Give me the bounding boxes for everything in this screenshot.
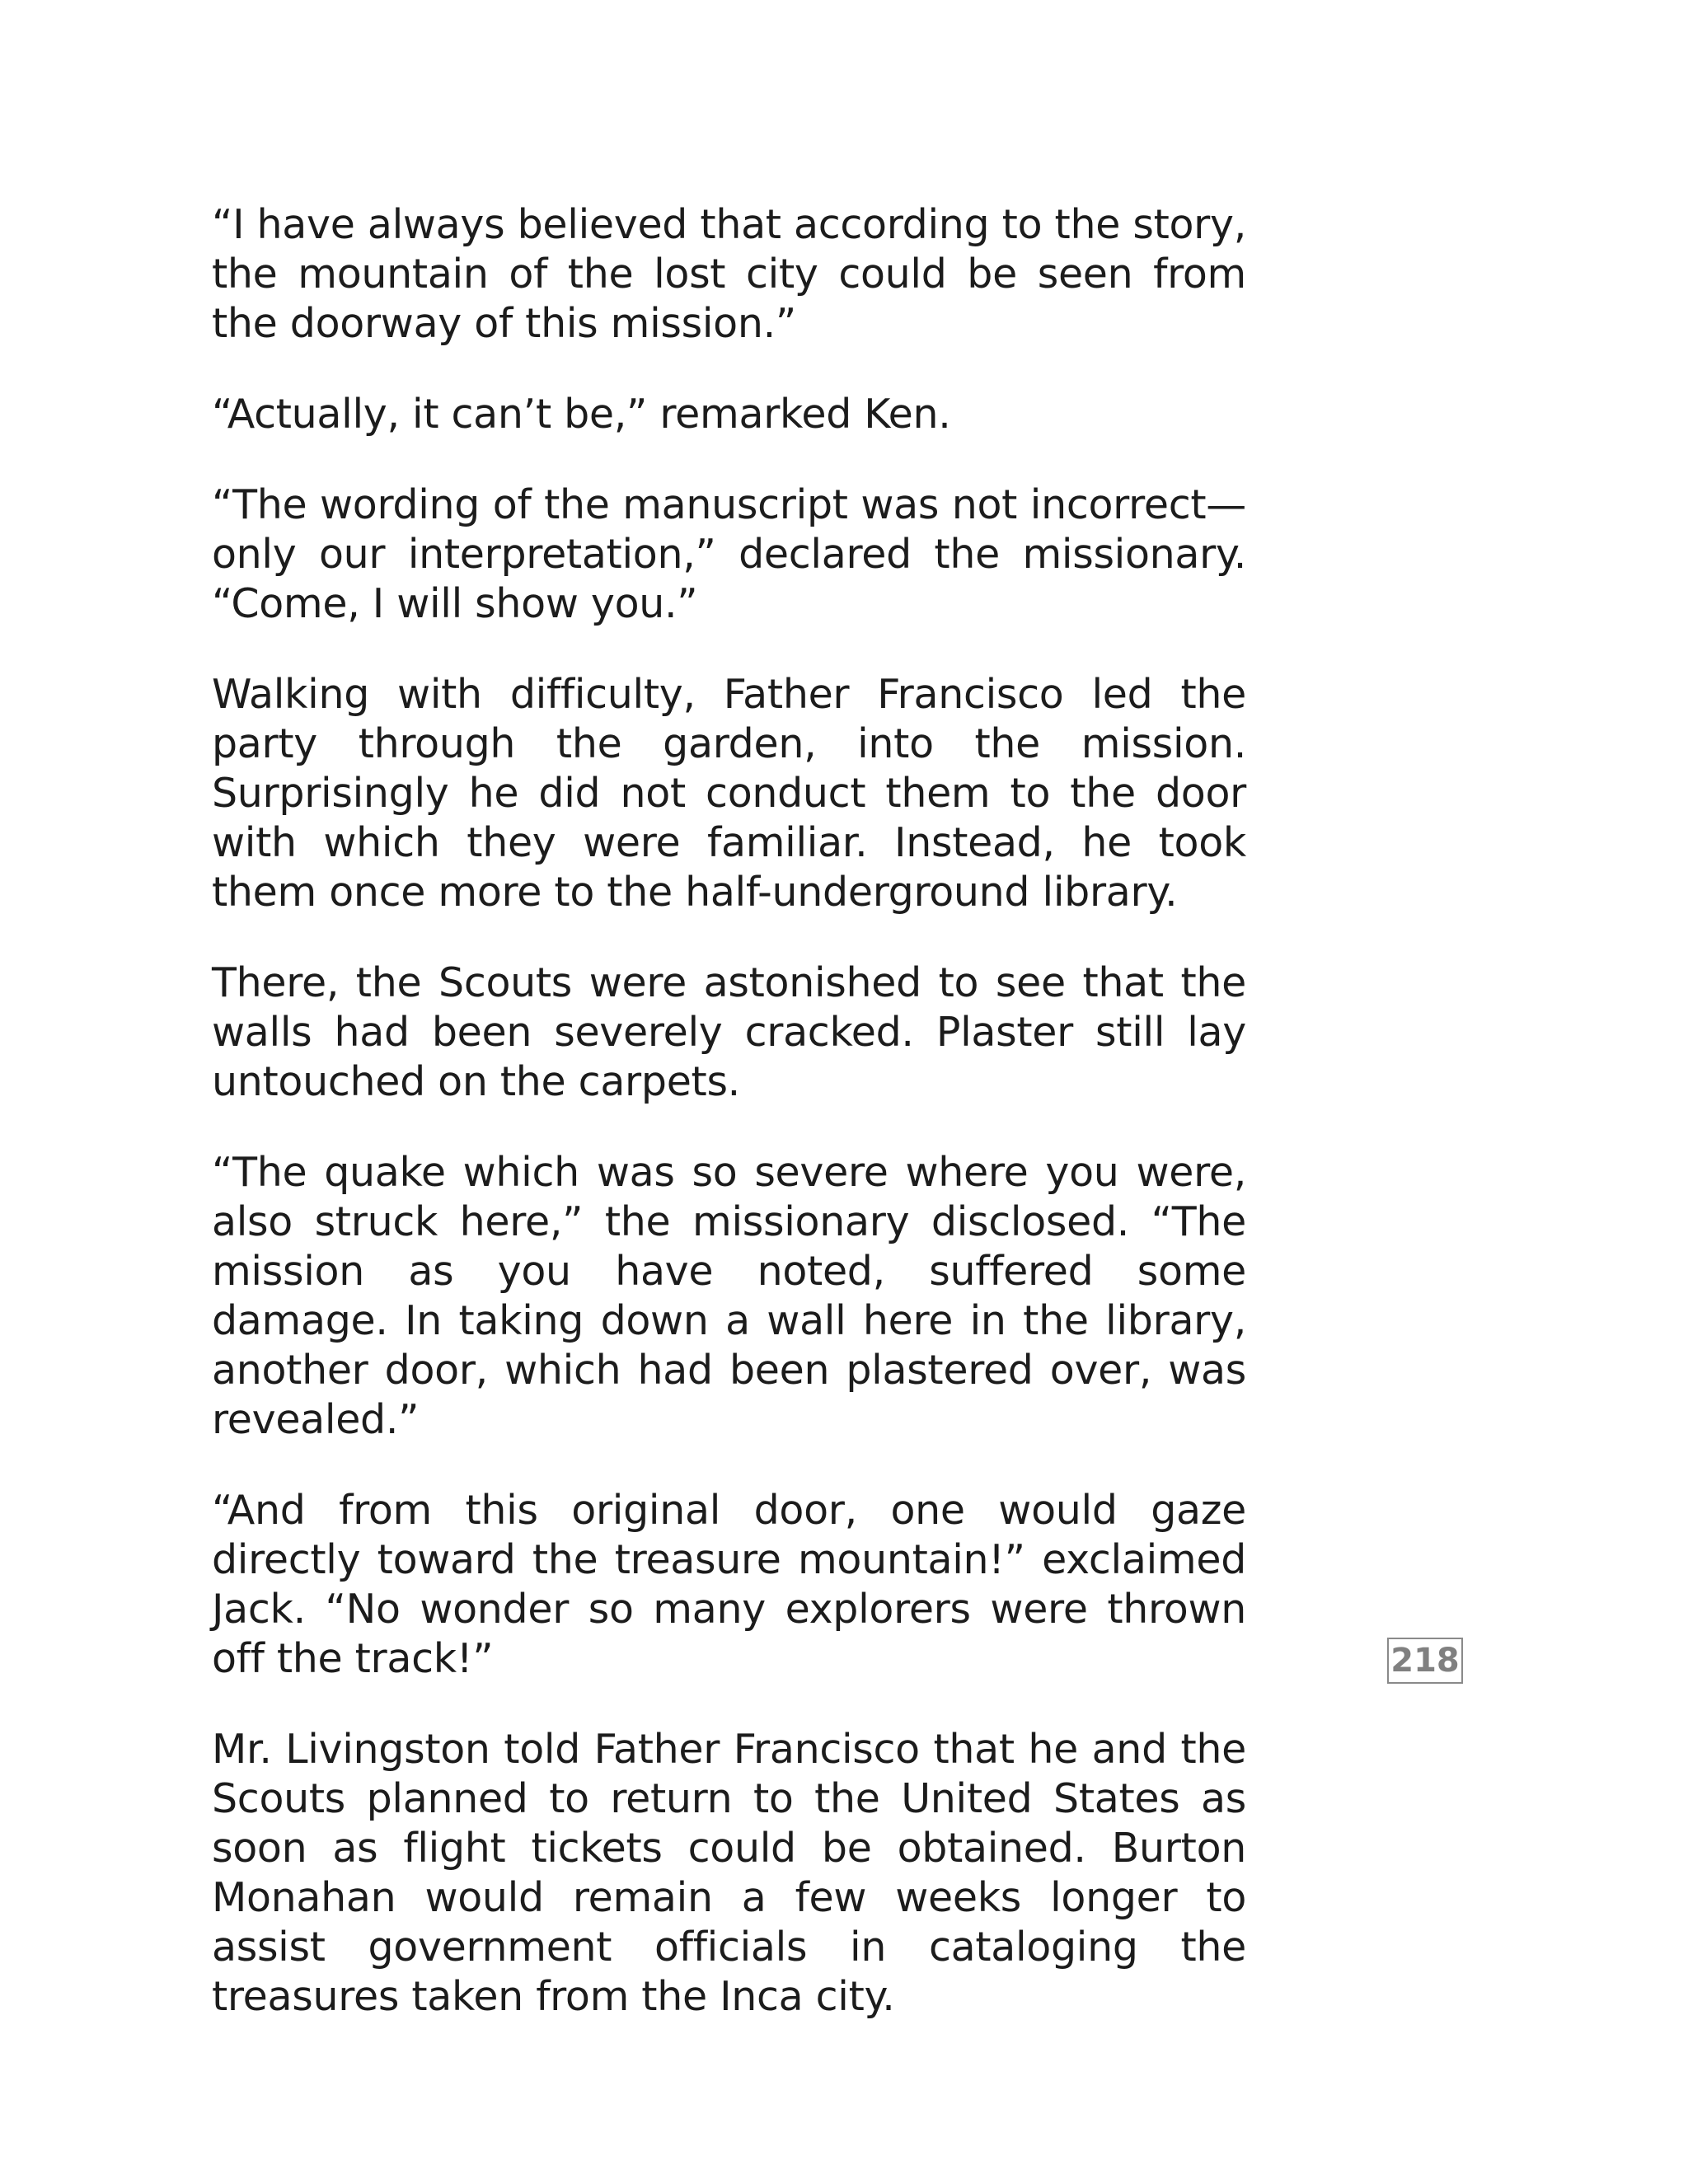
paragraph: “And from this original door, one would gaze directly toward the treasure mountain!” exclaimed Jack. “No wonder so many explorers were thrown off the track!” [212, 1487, 1246, 1682]
page-number: 218 [1387, 1638, 1463, 1684]
paragraph: “The quake which was so severe where you were, also struck here,” the missionary disclosed. “The mission as you have noted, suffered some damage. In taking down a wall here in the library, another door, which had been plastered over, was revealed.” [212, 1149, 1246, 1443]
paragraph: There, the Scouts were astonished to see that the walls had been severely cracked. Plaster still lay untouched on the carpets. [212, 959, 1246, 1105]
body-text [212, 200, 1246, 2063]
paragraph: “The wording of the manuscript was not incorrect—only our interpretation,” declared the missionary. “Come, I will show you.” [212, 481, 1246, 627]
paragraph: Walking with difficulty, Father Francisco led the party through the garden, into the mission. Surprisingly he did not conduct them to the door with which they were familiar. Instead, he took them once more to the half-underground library. [212, 671, 1246, 916]
paragraph: “Actually, it can’t be,” remarked Ken. [212, 391, 951, 438]
paragraph: Mr. Livingston told Father Francisco that he and the Scouts planned to return to the United States as soon as flight tickets could be obtained. Burton Monahan would remain a few weeks longer to assist government officials in cataloging the treasures taken from the Inca city. [212, 1726, 1246, 2020]
paragraph: “I have always believed that according to the story, the mountain of the lost city could be seen from the doorway of this mission.” [212, 201, 1246, 347]
